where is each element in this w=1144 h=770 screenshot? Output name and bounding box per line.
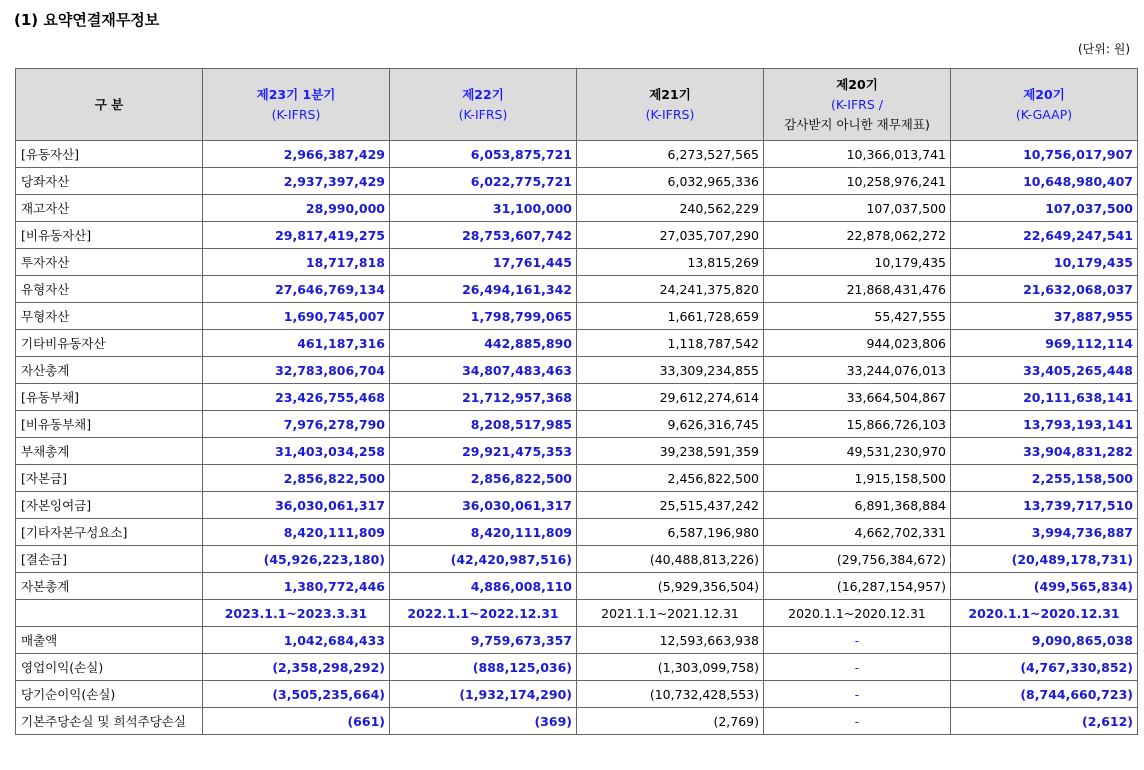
table-row [16, 384, 1138, 411]
value-cell: 33,664,504,867 [764, 384, 951, 411]
value-cell: (1,932,174,290) [390, 681, 577, 708]
table-header [16, 69, 1138, 141]
value-cell: 2,966,387,429 [203, 141, 390, 168]
table-row [16, 249, 1138, 276]
unit-label: (단위: 원) [1078, 42, 1130, 56]
value-cell: 6,032,965,336 [577, 168, 764, 195]
value-cell: - [764, 708, 951, 735]
value-cell: 26,494,161,342 [390, 276, 577, 303]
value-cell: 20,111,638,141 [951, 384, 1138, 411]
header-col-21 [577, 69, 764, 141]
value-cell: (8,744,660,723) [951, 681, 1138, 708]
row-label [16, 600, 203, 627]
value-cell: (4,767,330,852) [951, 654, 1138, 681]
row-label: 당좌자산 [16, 168, 203, 195]
header-standard: (K-IFRS) [458, 106, 508, 122]
value-cell: 12,593,663,938 [577, 627, 764, 654]
value-cell: 39,238,591,359 [577, 438, 764, 465]
table-row [16, 168, 1138, 195]
row-label: [자본잉여금] [16, 492, 203, 519]
value-cell: 8,420,111,809 [390, 519, 577, 546]
header-period: 제20기 [836, 76, 878, 92]
table-row [16, 303, 1138, 330]
value-cell: (661) [203, 708, 390, 735]
value-cell: 32,783,806,704 [203, 357, 390, 384]
value-cell: 6,891,368,884 [764, 492, 951, 519]
value-cell: (2,612) [951, 708, 1138, 735]
header-col-22 [390, 69, 577, 141]
table-row [16, 222, 1138, 249]
value-cell: 33,904,831,282 [951, 438, 1138, 465]
period-cell: 2020.1.1~2020.12.31 [764, 600, 951, 627]
row-label: 매출액 [16, 627, 203, 654]
value-cell: 10,179,435 [951, 249, 1138, 276]
value-cell: 55,427,555 [764, 303, 951, 330]
value-cell: 23,426,755,468 [203, 384, 390, 411]
value-cell: 37,887,955 [951, 303, 1138, 330]
row-label: 자본총계 [16, 573, 203, 600]
value-cell: (45,926,223,180) [203, 546, 390, 573]
value-cell: 21,712,957,368 [390, 384, 577, 411]
value-cell: 1,118,787,542 [577, 330, 764, 357]
value-cell: 8,208,517,985 [390, 411, 577, 438]
row-label: 재고자산 [16, 195, 203, 222]
table-row [16, 411, 1138, 438]
row-label: 부채총계 [16, 438, 203, 465]
value-cell: 15,866,726,103 [764, 411, 951, 438]
period-cell: 2022.1.1~2022.12.31 [390, 600, 577, 627]
value-cell: (369) [390, 708, 577, 735]
value-cell: 10,756,017,907 [951, 141, 1138, 168]
value-cell: 2,937,397,429 [203, 168, 390, 195]
value-cell: (3,505,235,664) [203, 681, 390, 708]
row-label: 자산총계 [16, 357, 203, 384]
value-cell: 1,798,799,065 [390, 303, 577, 330]
value-cell: 2,856,822,500 [203, 465, 390, 492]
value-cell: 240,562,229 [577, 195, 764, 222]
header-period: 제23기 1분기 [256, 86, 336, 102]
table-body [16, 141, 1138, 735]
row-label: 투자자산 [16, 249, 203, 276]
table-row [16, 627, 1138, 654]
table-row [16, 492, 1138, 519]
value-cell: (888,125,036) [390, 654, 577, 681]
value-cell: 49,531,230,970 [764, 438, 951, 465]
value-cell: 442,885,890 [390, 330, 577, 357]
header-standard: (K-IFRS / [831, 96, 883, 112]
header-standard: (K-IFRS) [645, 106, 695, 122]
value-cell: 31,403,034,258 [203, 438, 390, 465]
value-cell: 13,815,269 [577, 249, 764, 276]
value-cell: - [764, 627, 951, 654]
value-cell: 6,587,196,980 [577, 519, 764, 546]
row-label: [비유동자산] [16, 222, 203, 249]
row-label: [비유동부채] [16, 411, 203, 438]
period-cell: 2023.1.1~2023.3.31 [203, 600, 390, 627]
value-cell: 34,807,483,463 [390, 357, 577, 384]
value-cell: 6,273,527,565 [577, 141, 764, 168]
value-cell: 1,915,158,500 [764, 465, 951, 492]
value-cell: 461,187,316 [203, 330, 390, 357]
table-row [16, 573, 1138, 600]
value-cell: 9,090,865,038 [951, 627, 1138, 654]
value-cell: (29,756,384,672) [764, 546, 951, 573]
row-label: [유동부채] [16, 384, 203, 411]
value-cell: 2,255,158,500 [951, 465, 1138, 492]
value-cell: 1,380,772,446 [203, 573, 390, 600]
value-cell: 1,690,745,007 [203, 303, 390, 330]
value-cell: 33,244,076,013 [764, 357, 951, 384]
period-cell: 2021.1.1~2021.12.31 [577, 600, 764, 627]
table-row [16, 276, 1138, 303]
table-row [16, 438, 1138, 465]
value-cell: 24,241,375,820 [577, 276, 764, 303]
value-cell: 8,420,111,809 [203, 519, 390, 546]
value-cell: 10,366,013,741 [764, 141, 951, 168]
value-cell: 25,515,437,242 [577, 492, 764, 519]
period-row [16, 600, 1138, 627]
value-cell: - [764, 681, 951, 708]
header-period: 제21기 [649, 86, 691, 102]
table-row [16, 654, 1138, 681]
value-cell: 27,035,707,290 [577, 222, 764, 249]
header-category: 구 분 [16, 69, 203, 141]
value-cell: (2,358,298,292) [203, 654, 390, 681]
table-row [16, 681, 1138, 708]
value-cell: (40,488,813,226) [577, 546, 764, 573]
value-cell: (499,565,834) [951, 573, 1138, 600]
value-cell: 107,037,500 [764, 195, 951, 222]
value-cell: (16,287,154,957) [764, 573, 951, 600]
value-cell: 2,456,822,500 [577, 465, 764, 492]
period-cell: 2020.1.1~2020.12.31 [951, 600, 1138, 627]
value-cell: 9,626,316,745 [577, 411, 764, 438]
header-period: 제22기 [462, 86, 504, 102]
financial-summary-table [15, 68, 1138, 735]
value-cell: 29,612,274,614 [577, 384, 764, 411]
header-col-20-gaap [951, 69, 1138, 141]
value-cell: 28,990,000 [203, 195, 390, 222]
row-label: 당기순이익(손실) [16, 681, 203, 708]
value-cell: 969,112,114 [951, 330, 1138, 357]
row-label: 기타비유동자산 [16, 330, 203, 357]
value-cell: (10,732,428,553) [577, 681, 764, 708]
header-col-q1-23 [203, 69, 390, 141]
table-row [16, 357, 1138, 384]
value-cell: 10,179,435 [764, 249, 951, 276]
value-cell: 4,662,702,331 [764, 519, 951, 546]
value-cell: (20,489,178,731) [951, 546, 1138, 573]
header-col-20-ifrs [764, 69, 951, 141]
value-cell: 944,023,806 [764, 330, 951, 357]
value-cell: 22,649,247,541 [951, 222, 1138, 249]
value-cell: 36,030,061,317 [390, 492, 577, 519]
value-cell: 6,022,775,721 [390, 168, 577, 195]
value-cell: 4,886,008,110 [390, 573, 577, 600]
row-label: 영업이익(손실) [16, 654, 203, 681]
value-cell: 9,759,673,357 [390, 627, 577, 654]
value-cell: (2,769) [577, 708, 764, 735]
table-row [16, 708, 1138, 735]
header-note: 감사받지 아니한 재무제표) [784, 116, 930, 132]
value-cell: 107,037,500 [951, 195, 1138, 222]
row-label: 기본주당손실 및 희석주당손실 [16, 708, 203, 735]
value-cell: - [764, 654, 951, 681]
value-cell: 6,053,875,721 [390, 141, 577, 168]
section-title: (1) 요약연결재무정보 [14, 11, 160, 29]
value-cell: 29,921,475,353 [390, 438, 577, 465]
value-cell: 17,761,445 [390, 249, 577, 276]
row-label: [자본금] [16, 465, 203, 492]
table-row [16, 195, 1138, 222]
value-cell: 1,661,728,659 [577, 303, 764, 330]
row-label: [유동자산] [16, 141, 203, 168]
row-label: 유형자산 [16, 276, 203, 303]
value-cell: 18,717,818 [203, 249, 390, 276]
table-row [16, 465, 1138, 492]
value-cell: 29,817,419,275 [203, 222, 390, 249]
header-standard: (K-IFRS) [271, 106, 321, 122]
table-row [16, 141, 1138, 168]
row-label: 무형자산 [16, 303, 203, 330]
value-cell: (1,303,099,758) [577, 654, 764, 681]
value-cell: 7,976,278,790 [203, 411, 390, 438]
value-cell: (5,929,356,504) [577, 573, 764, 600]
value-cell: 10,258,976,241 [764, 168, 951, 195]
value-cell: 2,856,822,500 [390, 465, 577, 492]
header-period: 제20기 [1023, 86, 1065, 102]
value-cell: 10,648,980,407 [951, 168, 1138, 195]
row-label: [기타자본구성요소] [16, 519, 203, 546]
value-cell: 31,100,000 [390, 195, 577, 222]
table-row [16, 330, 1138, 357]
value-cell: 22,878,062,272 [764, 222, 951, 249]
value-cell: 33,405,265,448 [951, 357, 1138, 384]
value-cell: 3,994,736,887 [951, 519, 1138, 546]
value-cell: 21,868,431,476 [764, 276, 951, 303]
table-row [16, 519, 1138, 546]
value-cell: 27,646,769,134 [203, 276, 390, 303]
value-cell: 33,309,234,855 [577, 357, 764, 384]
value-cell: 28,753,607,742 [390, 222, 577, 249]
value-cell: 13,793,193,141 [951, 411, 1138, 438]
value-cell: 21,632,068,037 [951, 276, 1138, 303]
table-row [16, 546, 1138, 573]
value-cell: 1,042,684,433 [203, 627, 390, 654]
value-cell: 36,030,061,317 [203, 492, 390, 519]
value-cell: 13,739,717,510 [951, 492, 1138, 519]
value-cell: (42,420,987,516) [390, 546, 577, 573]
header-standard: (K-GAAP) [1015, 106, 1073, 122]
row-label: [결손금] [16, 546, 203, 573]
